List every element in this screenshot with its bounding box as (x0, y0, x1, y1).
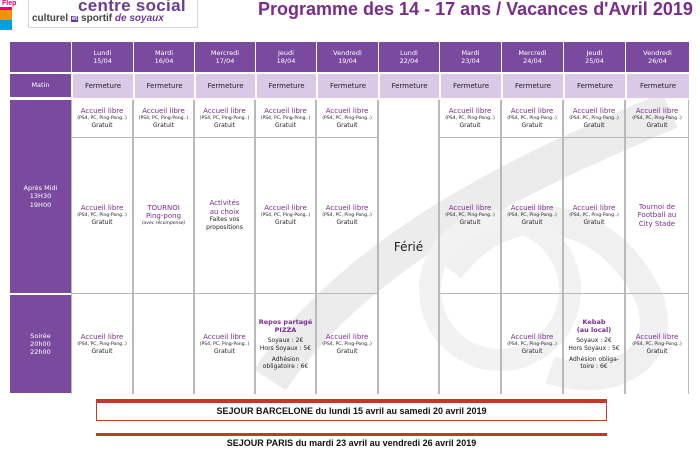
activites-au-choix-cell: Activités au choix Faites vos propositions (195, 138, 254, 294)
accueil-libre-cell: Accueil libre (PS4, PC, Ping-Pong..) Gratuit (564, 100, 624, 138)
pizza-cell: Repos partagé PIZZA Soyaux : 2€ Hors Soyaux : 5€ Adhésion obligatoire : 6€ (258, 317, 313, 371)
matin-cell: Fermeture (71, 74, 133, 98)
matin-cell: Fermeture (255, 74, 316, 98)
accueil-libre-cell: Accueil libre (PS4, PC, Ping-Pong..) Gratuit (72, 100, 132, 138)
logo-flep: Flep (2, 0, 17, 7)
matin-cell: Fermeture (563, 74, 625, 98)
day-column (316, 100, 378, 394)
day-header: Lundi 15/04 (71, 42, 133, 72)
row-header-soiree: Soirée 20h00 22h00 (10, 295, 71, 394)
day-column (255, 100, 316, 394)
day-column (133, 100, 194, 394)
tournoi-football-cell: Tournoi de Football au City Stade (626, 138, 688, 294)
accueil-libre-cell: Accueil libre (PS4, PC, Ping-Pong..) Gratuit (626, 100, 688, 138)
day-column (563, 100, 625, 394)
centre-social-logo (0, 0, 198, 30)
day-column (71, 100, 133, 394)
day-header: Vendredi 19/04 (316, 42, 378, 72)
accueil-libre-cell: Accueil libre (PS4, PC, Ping-Pong..) Gratuit (317, 138, 377, 294)
day-header: Vendredi 26/04 (625, 42, 689, 72)
matin-cell: Fermeture (625, 74, 689, 98)
logo-subtitle: culturel et sportif de soyaux (32, 13, 164, 24)
table-corner (10, 42, 71, 72)
accueil-libre-cell: Accueil libre (PS4, PC, Ping-Pong..) Gratuit (195, 100, 254, 138)
sejour-paris-banner: SEJOUR PARIS du mardi 23 avril au vendredi 26 avril 2019 (96, 433, 607, 453)
day-header: Lundi 22/04 (378, 42, 439, 72)
accueil-libre-cell: Accueil libre (PS4, PC, Ping-Pong..) Gratuit (199, 333, 250, 355)
ferie-cell: Férié (393, 239, 424, 254)
day-column (439, 100, 501, 394)
matin-cell: Fermeture (133, 74, 194, 98)
row-header-matin: Matin (10, 74, 71, 98)
day-column (501, 100, 563, 394)
accueil-libre-cell: Accueil libre (PS4, PC, Ping-Pong..) Gratuit (502, 138, 562, 294)
day-column (625, 100, 689, 394)
day-header: Jeudi 25/04 (563, 42, 625, 72)
page-title: Programme des 14 - 17 ans / Vacances d'Avril 2019 (258, 0, 693, 19)
matin-cell: Fermeture (501, 74, 563, 98)
accueil-libre-cell: Accueil libre (PS4, PC, Ping-Pong..) Gratuit (134, 100, 193, 138)
day-header: Mardi 16/04 (133, 42, 194, 72)
accueil-libre-cell: Accueil libre (PS4, PC, Ping-Pong..) Gratuit (502, 100, 562, 138)
empty-cell (440, 295, 500, 394)
matin-cell: Fermeture (439, 74, 501, 98)
day-header: Jeudi 18/04 (255, 42, 316, 72)
accueil-libre-cell: Accueil libre (PS4, PC, Ping-Pong..) Gratuit (440, 100, 500, 138)
empty-cell (134, 295, 193, 394)
accueil-libre-cell: Accueil libre (PS4, PC, Ping-Pong..) Gratuit (256, 138, 315, 294)
accueil-libre-cell: Accueil libre (PS4, PC, Ping-Pong..) Gratuit (440, 138, 500, 294)
day-column (378, 100, 439, 394)
matin-cell: Fermeture (378, 74, 439, 98)
day-header: Mercredi 24/04 (501, 42, 563, 72)
accueil-libre-cell: Accueil libre (PS4, PC, Ping-Pong..) Gratuit (72, 138, 132, 294)
accueil-libre-cell: Accueil libre (PS4, PC, Ping-Pong..) Gratuit (77, 333, 127, 355)
accueil-libre-cell: Accueil libre (PS4, PC, Ping-Pong..) Gratuit (322, 333, 372, 355)
accueil-libre-cell: Accueil libre (PS4, PC, Ping-Pong..) Gratuit (507, 333, 557, 355)
matin-cell: Fermeture (316, 74, 378, 98)
sejour-barcelone-banner: SEJOUR BARCELONE du lundi 15 avril au samedi 20 avril 2019 (96, 399, 607, 421)
kebab-cell: Kebab (au local) Soyaux : 2€ Hors Soyaux : 5€ Adhésion obliga- toire : 6€ (568, 317, 620, 371)
day-column (194, 100, 255, 394)
tournoi-ping-pong-cell: TOURNOI Ping-pong (avec récompense) (134, 138, 193, 294)
accueil-libre-cell: Accueil libre (PS4, PC, Ping-Pong..) Gratuit (256, 100, 315, 138)
matin-cell: Fermeture (194, 74, 255, 98)
accueil-libre-cell: Accueil libre (PS4, PC, Ping-Pong..) Gratuit (632, 333, 682, 355)
day-header: Mercredi 17/04 (194, 42, 255, 72)
accueil-libre-cell: Accueil libre (PS4, PC, Ping-Pong..) Gratuit (317, 100, 377, 138)
accueil-libre-cell: Accueil libre (PS4, PC, Ping-Pong..) Gratuit (564, 138, 624, 294)
day-header: Mardi 23/04 (439, 42, 501, 72)
logo-name: centre social (78, 0, 186, 15)
row-header-apres-midi: Après Midi 13H30 19H00 (10, 100, 71, 294)
